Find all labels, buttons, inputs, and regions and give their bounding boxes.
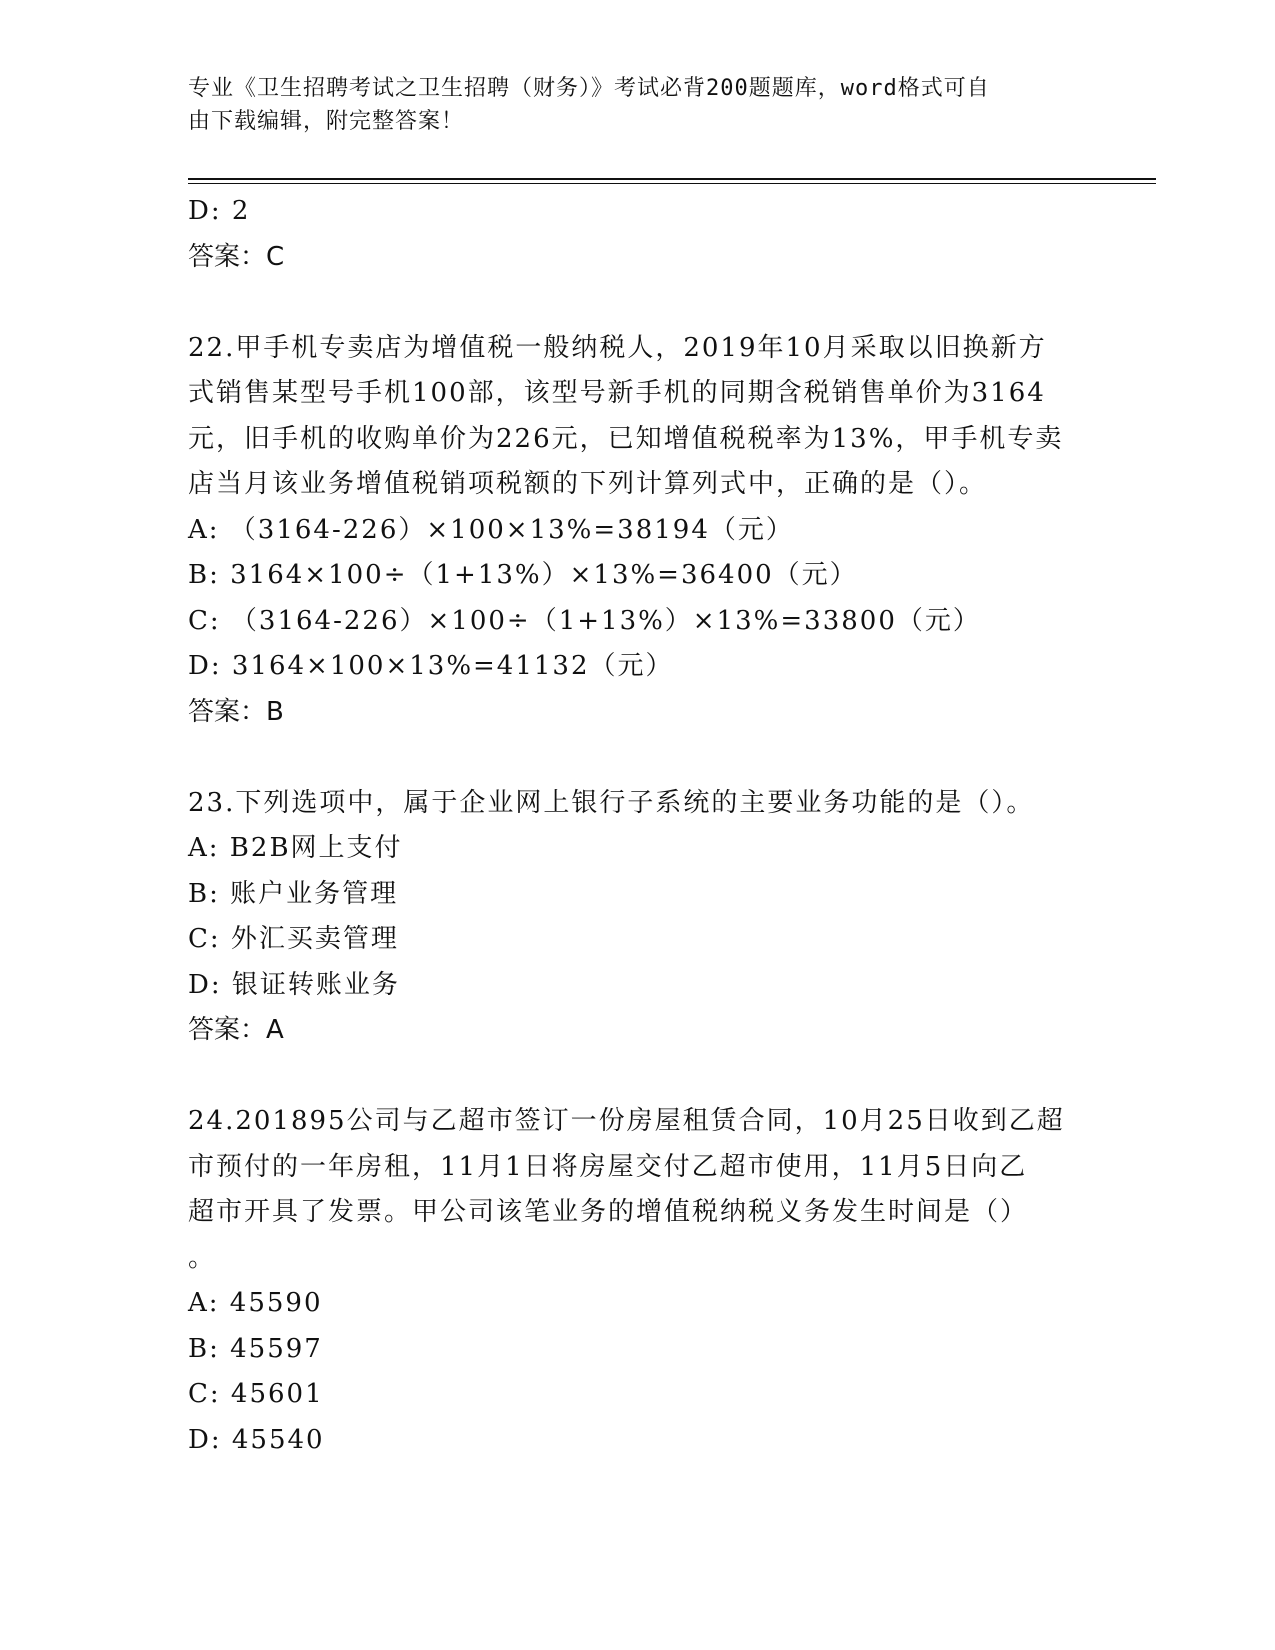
- header-rule-thin: [188, 183, 1156, 184]
- q22-option-a: A: （3164-226）×100×13%=38194（元）: [188, 514, 794, 545]
- q22-answer: 答案：B: [188, 696, 284, 727]
- q24-option-c: C: 45601: [188, 1379, 324, 1409]
- q23-stem-line: 23.下列选项中，属于企业网上银行子系统的主要业务功能的是（）。: [188, 787, 1035, 818]
- question-24: [188, 1099, 1088, 1463]
- q23-answer: 答案：A: [188, 1015, 284, 1045]
- q22-option-c: C: （3164-226）×100÷（1+13%）×13%=33800（元）: [188, 605, 981, 636]
- spacer: [188, 280, 1088, 326]
- q22-stem-line: 22.甲手机专卖店为增值税一般纳税人，2019年10月采取以旧换新方: [188, 332, 1047, 363]
- question-23: [188, 781, 1088, 1054]
- q23-option-a: A: B2B网上支付: [188, 833, 403, 863]
- q21-option-d: D: 2: [188, 196, 251, 226]
- q24-option-a: A: 45590: [188, 1288, 323, 1318]
- header-line-1: 专业《卫生招聘考试之卫生招聘（财务）》考试必背200题题库，word格式可自: [188, 76, 990, 101]
- document-body: [188, 189, 1088, 1463]
- q23-option-c: C: 外汇买卖管理: [188, 924, 399, 954]
- q23-option-b: B: 账户业务管理: [188, 878, 399, 909]
- header-rule-thick: [188, 178, 1156, 180]
- q23-option-d: D: 银证转账业务: [188, 969, 400, 1000]
- q24-option-b: B: 45597: [188, 1333, 323, 1364]
- q21-answer: 答案：C: [188, 241, 285, 272]
- q22-option-d: D: 3164×100×13%=41132（元）: [188, 651, 674, 681]
- q24-stem-line: 24.201895公司与乙超市签订一份房屋租赁合同，10月25日收到乙超: [188, 1106, 1065, 1136]
- q24-stem-line: 市预付的一年房租，11月1日将房屋交付乙超市使用，11月5日向乙: [188, 1151, 1028, 1182]
- spacer: [188, 1054, 1088, 1100]
- page-header: [188, 72, 1068, 138]
- q22-option-b: B: 3164×100÷（1+13%）×13%=36400（元）: [188, 560, 858, 590]
- question-22: [188, 326, 1088, 736]
- q24-option-d: D: 45540: [188, 1424, 325, 1455]
- q24-stem-line: 超市开具了发票。甲公司该笔业务的增值税纳税义务发生时间是（）: [188, 1197, 1029, 1227]
- q22-stem-line: 元，旧手机的收购单价为226元，已知增值税税率为13%，甲手机专卖: [188, 423, 1064, 454]
- spacer: [188, 735, 1088, 781]
- q22-stem-line: 店当月该业务增值税销项税额的下列计算列式中，正确的是（）。: [188, 469, 988, 499]
- q24-stem-line: 。: [188, 1242, 217, 1273]
- header-line-2: 由下载编辑，附完整答案！: [188, 109, 465, 134]
- q22-stem-line: 式销售某型号手机100部，该型号新手机的同期含税销售单价为3164: [188, 378, 1046, 408]
